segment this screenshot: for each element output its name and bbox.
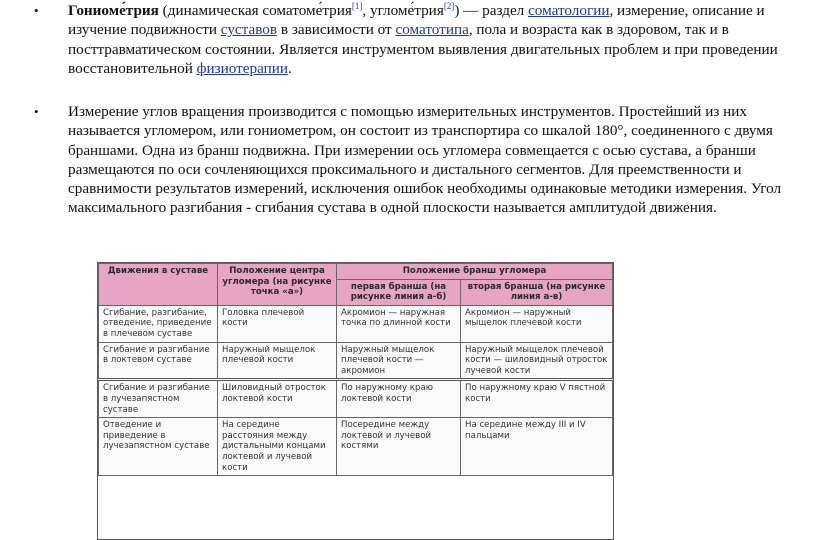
text-fragment: в зависимости от [277, 21, 396, 39]
cell-second-branch: По наружному краю V пястной кости [461, 380, 613, 418]
cell-first-branch: Наружный мыщелок плечевой кости — акромион [337, 342, 461, 380]
cell-first-branch: Акромион — наружная точка по длинной кости [337, 305, 461, 342]
measurement-paragraph: Измерение углов вращения производится с помощью измерительных инструментов. Простейший из них называется угломером, или гониометром, он состоит из транспортира со шкалой 180°, соединенного с двумя браншами. Одна из бранш подвижна. При измерении ось угломера совмещается с осью сустава, а бранши размещаются по оси сочленяющихся проксимального и дистального сегментов. Для преемственности и сравнимости результатов измерений, исключения ошибок необходимы одинаковые методики измерения. Угол максимального разгибания - сгибания сустава в одной плоскости называется амплитудой движения. [68, 103, 782, 217]
cell-second-branch: Наружный мыщелок плечевой кости — шиловидный отросток лучевой кости [461, 342, 613, 380]
physiotherapy-link[interactable]: физиотерапии [196, 59, 289, 77]
synonym-uglometry: угломе́трия [369, 2, 444, 19]
cell-center: Наружный мыщелок плечевой кости [218, 342, 337, 380]
somatotype-link[interactable]: соматотипа [395, 21, 469, 39]
table-row [99, 342, 613, 380]
table-row [99, 305, 613, 342]
text-fragment: . [288, 59, 292, 77]
cell-second-branch: На середине между III и IV пальцами [461, 418, 613, 476]
text-fragment: , [362, 2, 370, 19]
somatology-link[interactable]: соматологии [528, 2, 610, 19]
goniometry-definition [68, 1, 788, 78]
list-item-goniometry [0, 1, 818, 78]
header-movement: Движения в суставе [99, 264, 218, 306]
cell-second-branch: Акромион — наружный мыщелок плечевой кости [461, 305, 613, 342]
table-row [99, 380, 613, 418]
cell-center: На середине расстояния между дистальными концами локтевой и лучевой кости [218, 418, 337, 476]
text-fragment: , измерение, описание и изучение подвижности [68, 2, 765, 39]
text-fragment: ( [158, 2, 168, 19]
cell-movement: Сгибание и разгибание в лучезапястном суставе [99, 380, 218, 418]
list-item-measurement [0, 102, 818, 218]
joints-link[interactable]: суставов [220, 21, 278, 39]
header-first-branch: первая бранша (на рисунке линия а-б) [337, 279, 461, 305]
reference-2-link[interactable]: [2] [443, 0, 455, 11]
synonym-somatometry: динамическая соматоме́трия [167, 2, 352, 19]
cell-center: Шиловидный отросток локтевой кости [218, 380, 337, 418]
cell-first-branch: По наружному краю локтевой кости [337, 380, 461, 418]
cell-first-branch: Посередине между локтевой и лучевой костями [337, 418, 461, 476]
text-fragment: , пола и возраста как в здоровом, так и в посттравматическом состоянии. Является инструментом выявления двигательных проблем и при проведении восстановительной [68, 21, 778, 77]
cell-center: Головка плечевой кости [218, 305, 337, 342]
text-fragment: ) — раздел [454, 2, 529, 19]
goniometry-table [98, 263, 613, 476]
header-center: Положение центра угломера (на рисунке точка «а») [218, 264, 337, 306]
term-goniometry: Гониоме́трия [68, 2, 159, 19]
cell-movement: Сгибание и разгибание в локтевом суставе [99, 342, 218, 380]
bullet-icon: • [34, 3, 39, 18]
cell-movement: Сгибание, разгибание, отведение, приведение в плечевом суставе [99, 305, 218, 342]
goniometry-table-image [97, 262, 614, 540]
header-second-branch: вторая бранша (на рисунке линия а-в) [461, 279, 613, 305]
reference-1-link[interactable]: [1] [351, 0, 363, 11]
bullet-icon: • [34, 104, 39, 119]
cell-movement: Отведение и приведение в лучезапястном суставе [99, 418, 218, 476]
header-branches: Положение бранш угломера [337, 264, 613, 280]
table-row [99, 418, 613, 476]
